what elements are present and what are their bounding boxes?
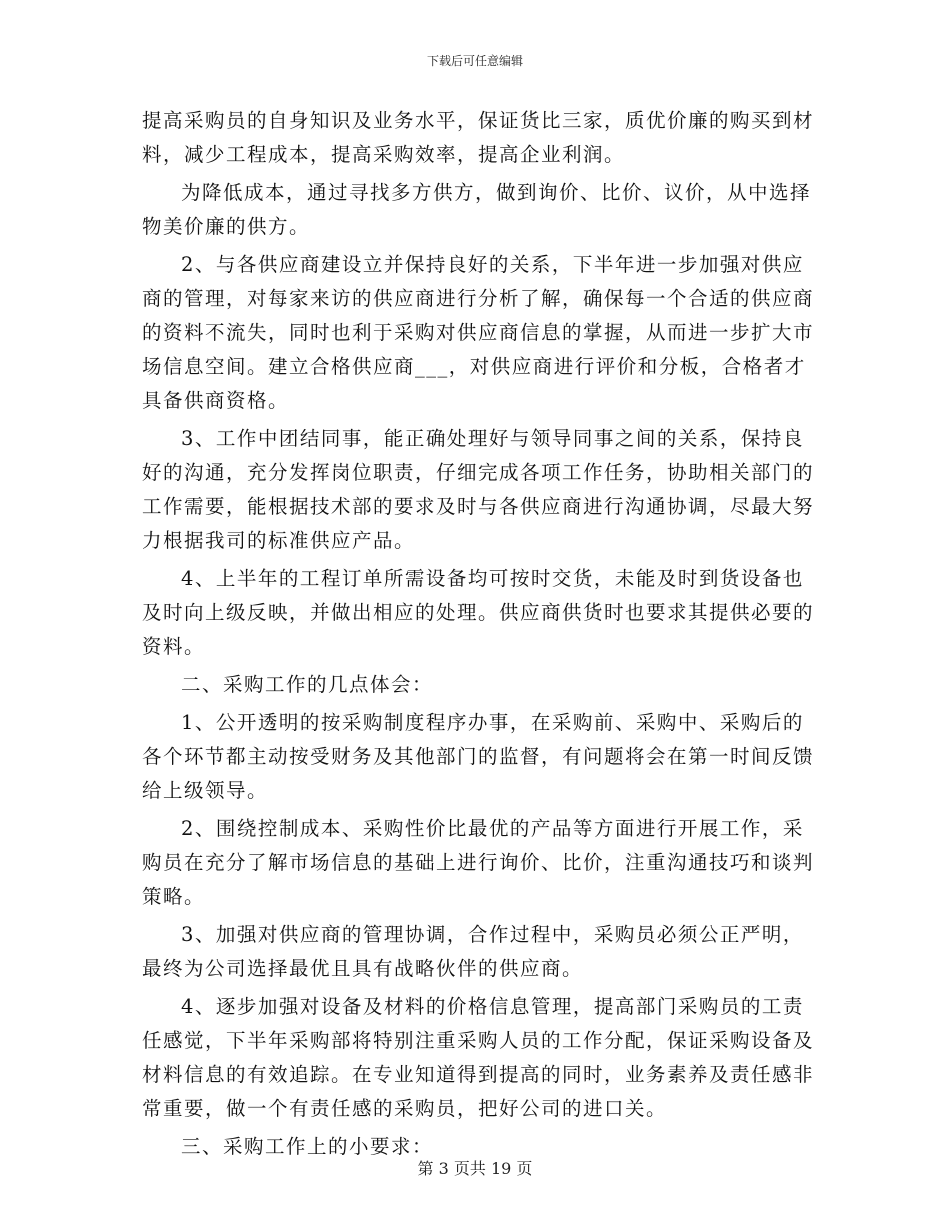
paragraph: 4、上半年的工程订单所需设备均可按时交货，未能及时到货设备也及时向上级反映，并做出相应的处理。供应商供货时也要求其提供必要的资料。 [142, 567, 815, 658]
section-heading: 二、采购工作的几点体会： [181, 673, 434, 696]
section-heading: 三、采购工作上的小要求： [181, 1135, 434, 1158]
page-header: 下载后可任意编辑 [426, 54, 523, 68]
paragraph: 2、与各供应商建设立并保持良好的关系，下半年进一步加强对供应商的管理，对每家来访的供应商进行分析了解，确保每一个合适的供应商的资料不流失，同时也利于采购对供应商信息的掌握，从而进一步扩大市场信息空间。建立合格供应商___，对供应商进行评价和分板，合格者才具备供商资格。 [142, 253, 815, 412]
document-body [142, 104, 822, 1164]
paragraph: 提高采购员的自身知识及业务水平，保证货比三家，质优价廉的购买到材料，减少工程成本，提高采购效率，提高企业利润。 [142, 109, 815, 166]
paragraph: 4、逐步加强对设备及材料的价格信息管理，提高部门采购员的工责任感觉，下半年采购部将特别注重采购人员的工作分配，保证采购设备及材料信息的有效追踪。在专业知道得到提高的同时，业务素养及责任感非常重要，做一个有责任感的采购员，把好公司的进口关。 [142, 995, 815, 1120]
paragraph: 2、围绕控制成本、采购性价比最优的产品等方面进行开展工作，采购员在充分了解市场信息的基础上进行询价、比价，注重沟通技巧和谈判策略。 [142, 817, 815, 908]
paragraph: 1、公开透明的按采购制度程序办事，在采购前、采购中、采购后的各个环节都主动按受财务及其他部门的监督，有问题将会在第一时间反馈给上级领导。 [142, 711, 815, 802]
paragraph: 3、加强对供应商的管理协调，合作过程中，采购员必须公正严明，最终为公司选择最优且具有战略伙伴的供应商。 [142, 923, 804, 980]
paragraph: 为降低成本，通过寻找多方供方，做到询价、比价、议价，从中选择物美价廉的供方。 [142, 181, 812, 238]
page-footer: 第 3 页共 19 页 [417, 1159, 533, 1178]
paragraph: 3、工作中团结同事，能正确处理好与领导同事之间的关系，保持良好的沟通，充分发挥岗位职责，仔细完成各项工作任务，协助相关部门的工作需要，能根据技术部的要求及时与各供应商进行沟通协调，尽最大努力根据我司的标准供应产品。 [142, 427, 815, 552]
